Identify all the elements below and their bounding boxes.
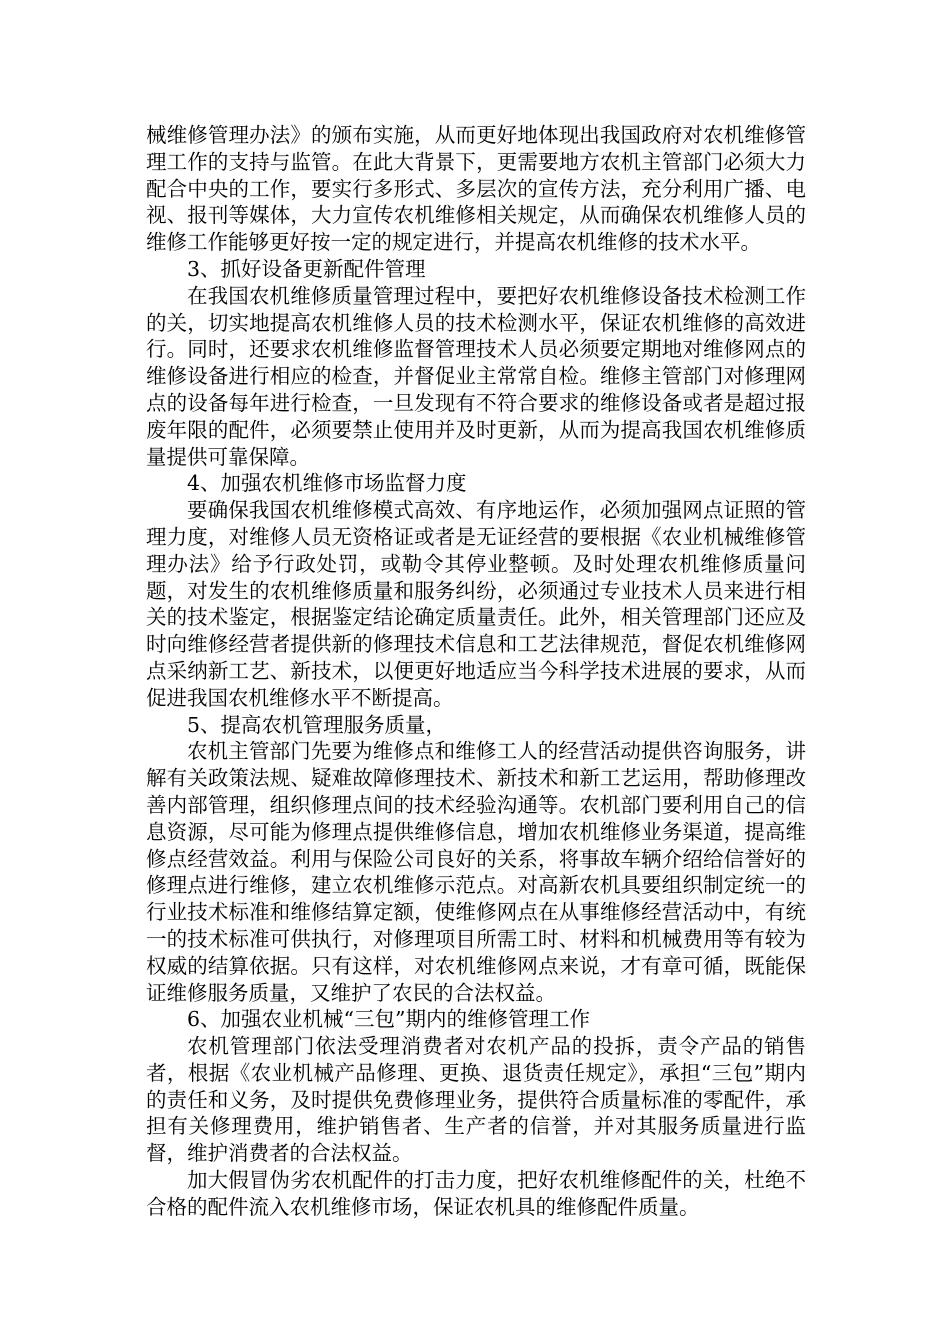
section-heading-5: 5、提高农机管理服务质量， xyxy=(187,712,447,737)
section-heading-3: 3、抓好设备更新配件管理 xyxy=(187,256,426,281)
paragraph-continuation: 械维修管理办法》的颁布实施，从而更好地体现出我国政府对农机维修管理工作的支持与监管。在此大背景下，更需要地方农机主管部门必须大力配合中央的工作，要实行多形式、多层次的宣传方法，充分利用广播、电视、报刊等媒体，大力宣传农机维修相关规定，从而确保农机维修人员的维修工作能够更好按一定的规定进行，并提高农机维修的技术水平。 xyxy=(146,123,806,255)
paragraph-body: 农机管理部门依法受理消费者对农机产品的投拆，责令产品的销售者，根据《农业机械产品修理、更换、退货责任规定》，承担“三包”期内的责任和义务，及时提供免费修理业务，提供符合质量标准的零配件，承担有关修理费用，维护销售者、生产者的信誉，并对其服务质量进行监督，维护消费者的合法权益。 xyxy=(146,1034,806,1166)
paragraph-body: 要确保我国农机维修模式高效、有序地运作，必须加强网点证照的管理力度，对维修人员无资格证或者是无证经营的要根据《农业机械维修管理办法》给予行政处罚，或勒令其停业整顿。及时处理农机维修质量问题，对发生的农机维修质量和服务纠纷，必须通过专业技术人员来进行相关的技术鉴定，根据鉴定结论确定质量责任。此外，相关管理部门还应及时向维修经营者提供新的修理技术信息和工艺法律规范，督促农机维修网点采纳新工艺、新技术，以便更好地适应当今科学技术进展的要求，从而促进我国农机维修水平不断提高。 xyxy=(146,498,806,710)
document-page xyxy=(146,122,806,1221)
paragraph-body: 加大假冒伪劣农机配件的打击力度，把好农机维修配件的关，杜绝不合格的配件流入农机维修市场，保证农机具的维修配件质量。 xyxy=(146,1168,806,1219)
paragraph-body: 农机主管部门先要为维修点和维修工人的经营活动提供咨询服务，讲解有关政策法规、疑难故障修理技术、新技术和新工艺运用，帮助修理改善内部管理，组织修理点间的技术经验沟通等。农机部门要利用自己的信息资源，尽可能为修理点提供维修信息，增加农机维修业务渠道，提高维修点经营效益。利用与保险公司良好的关系，将事故车辆介绍给信誉好的修理点进行维修，建立农机维修示范点。对高新农机具要组织制定统一的行业技术标准和维修结算定额，使维修网点在从事维修经营活动中，有统一的技术标准可供执行，对修理项目所需工时、材料和机械费用等有较为权威的结算依据。只有这样，对农机维修网点来说，才有章可循，既能保证维修服务质量，又维护了农民的合法权益。 xyxy=(146,739,806,1005)
paragraph-body: 在我国农机维修质量管理过程中，要把好农机维修设备技术检测工作的关，切实地提高农机维修人员的技术检测水平，保证农机维修的高效进行。同时，还要求农机维修监督管理技术人员必须要定期地对维修网点的维修设备进行相应的检查，并督促业主常常自检。维修主管部门对修理网点的设备每年进行检查，一旦发现有不符合要求的维修设备或者是超过报废年限的配件，必须要禁止使用并及时更新，从而为提高我国农机维修质量提供可靠保障。 xyxy=(146,283,806,469)
section-heading-4: 4、加强农机维修市场监督力度 xyxy=(187,471,467,496)
section-heading-6: 6、加强农业机械“三包”期内的维修管理工作 xyxy=(187,1007,591,1032)
